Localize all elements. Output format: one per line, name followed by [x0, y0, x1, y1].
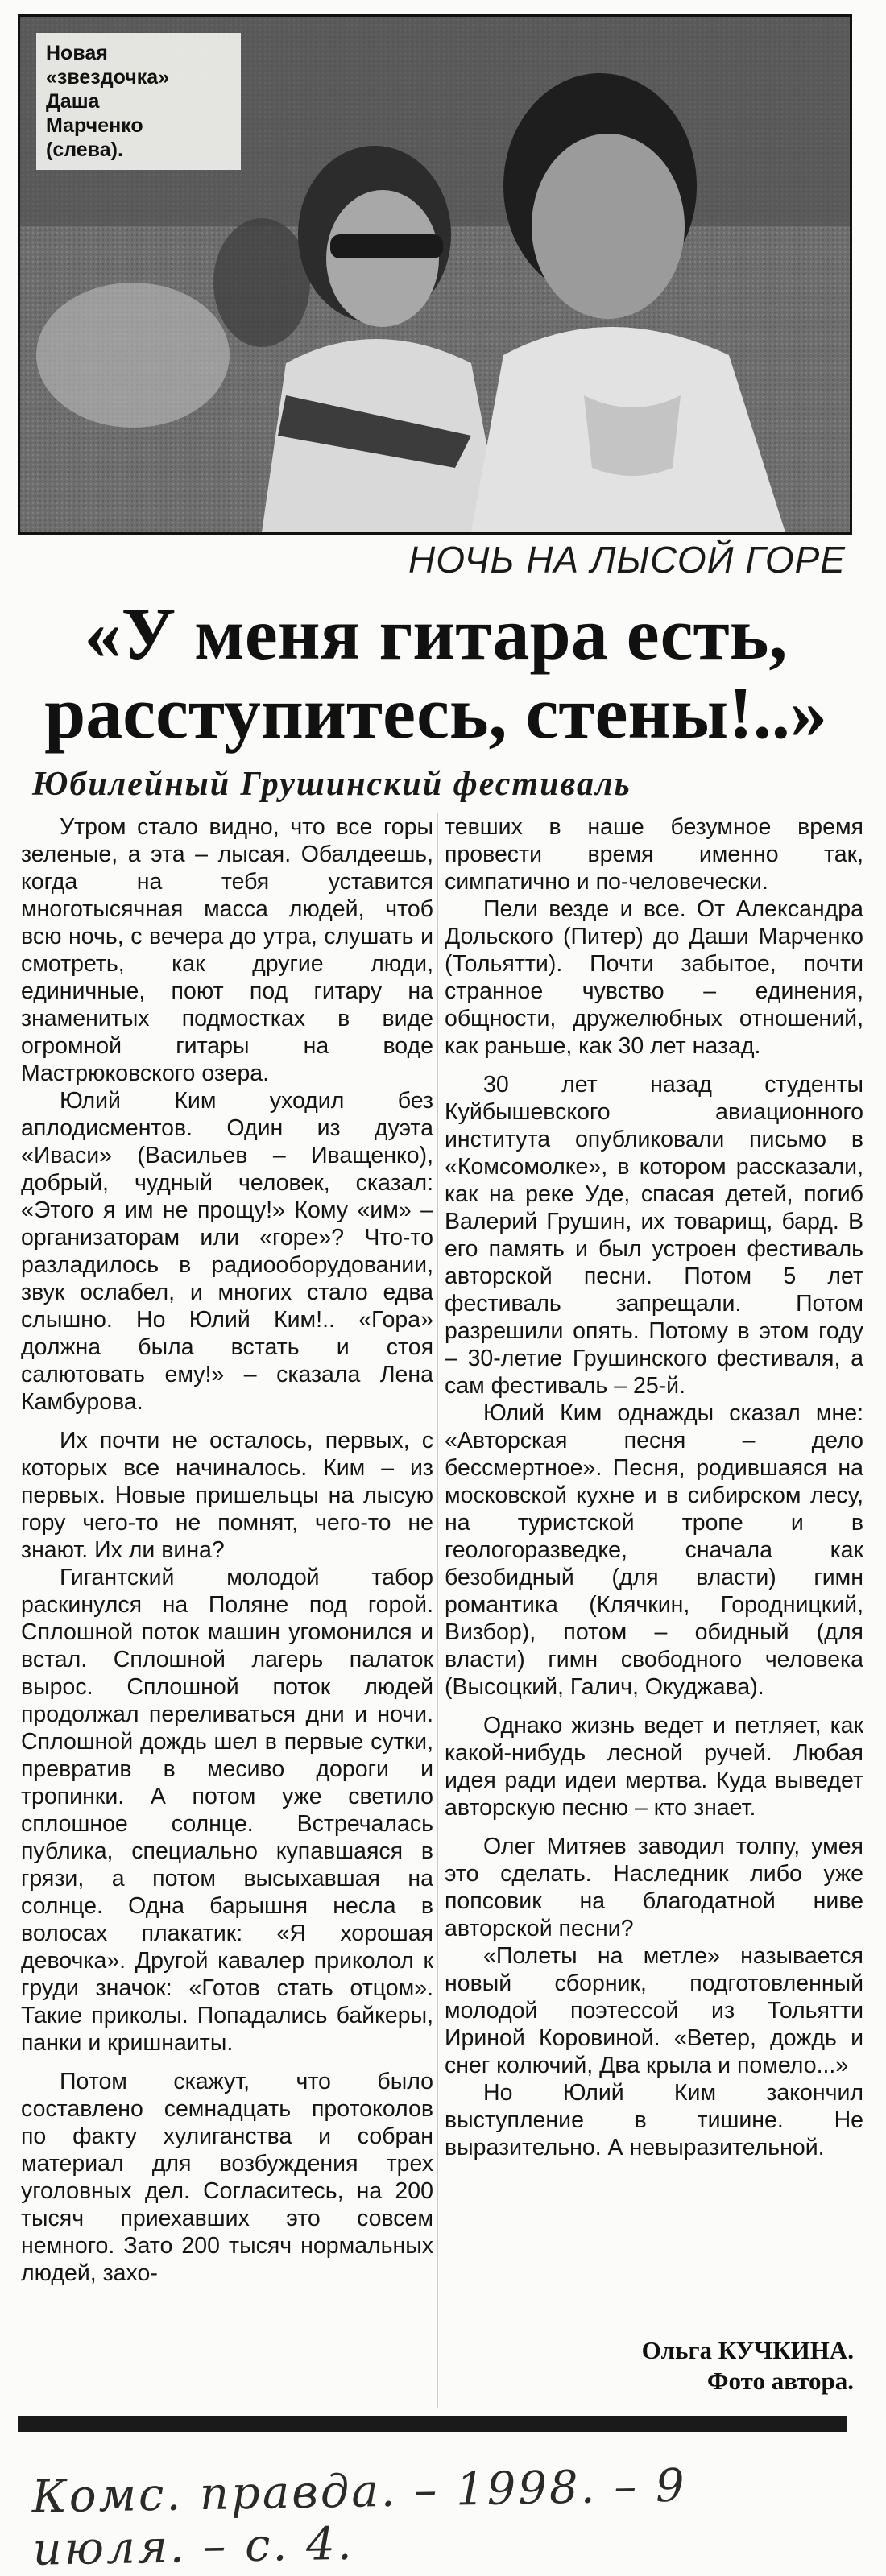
paragraph: Их почти не осталось, первых, с которых все начиналось. Ким – из первых. Новые пришельцы на лысую гору чего-то не помнят, чего-то не знают. Их ли вина?	[21, 1428, 433, 1563]
paragraph: Потом скажут, что было составлено семнадцать протоколов по факту хулиганства и собран материал для возбуждения трех уголовных дел. Согласитесь, на 200 тысяч приехавших это совсем немного. Зато 200 тысяч нормальных людей, захо-	[21, 2069, 433, 2286]
paragraph: Пели везде и все. От Александра Дольского (Питер) до Даши Марченко (Тольятти). Почти забытое, почти странное чувство – единения, общности, дружелюбных отношений, как раньше, как 30 лет назад.	[445, 896, 863, 1059]
paragraph: тевших в наше безумное время провести время именно так, симпатично и по-человечески.	[445, 814, 863, 895]
paragraph: Однако жизнь ведет и петляет, как какой-нибудь лесной ручей. Любая идея ради идеи мертва. Куда выведет авторскую песню – кто знает.	[445, 1713, 863, 1821]
bottom-rule	[18, 2416, 847, 2432]
author-name: Ольга КУЧКИНА.	[641, 2336, 854, 2364]
paragraph: Гигантский молодой табор раскинулся на Поляне под горой. Сплошной поток машин угомонился и встал. Сплошной лагерь палаток вырос. Сплошной поток людей продолжал переливаться дни и ночи. Сплошной дождь шел в первые сутки, превратив в месиво дороги и тропинки. А потом уже светило сплошное солнце. Встречалась публика, специально купавшаяся в грязи, а потом высыхавшая на солнце. Одна барышня несла в волосах плакатик: «Я хорошая девочка». Другой кавалер приколол к груди значок: «Готов стать отцом». Такие приколы. Попадались байкеры, панки и кришнаиты.	[21, 1565, 433, 2056]
headline-line-1: «У меня гитара есть,	[84, 593, 788, 675]
article-byline	[564, 2335, 854, 2396]
photo-caption: Новая «звездочка» Даша Марченко (слева).	[36, 33, 241, 170]
paragraph: Юлий Ким однажды сказал мне: «Авторская песня – дело бессмертное». Песня, родившаяся на московской кухне и в сибирском лесу, на туристской тропе и в геологоразведке, сначала как безобидный (для власти) гимн романтика (Клячкин, Городницкий, Визбор), потом – обидный (для власти) гимн свободного человека (Высоцкий, Галич, Окуджава).	[445, 1400, 863, 1700]
article-photo	[18, 14, 852, 535]
column-divider	[437, 813, 438, 2408]
handwritten-source-note: Комс. правда. – 1998. – 9 июля. – с. 4.	[31, 2459, 688, 2576]
text-column-2	[445, 813, 863, 2161]
article-subhead: Юбилейный Грушинский фестиваль	[32, 766, 631, 803]
text-column-1	[21, 813, 433, 2287]
paragraph: «Полеты на метле» называется новый сборник, подготовленный молодой поэтессой из Тольятти Ириной Коровиной. «Ветер, дождь и снег колючий, Два крыла и помело...»	[445, 1943, 863, 2078]
headline-line-2: расступитесь, стены!..»	[44, 672, 827, 754]
section-rubric: НОЧЬ НА ЛЫСОЙ ГОРЕ	[408, 539, 846, 581]
paragraph: Олег Митяев заводил толпу, умея это сделать. Наследник либо уже попсовик на благодатной ниве авторской песни?	[445, 1834, 863, 1941]
paragraph: Утром стало видно, что все горы зеленые, а эта – лысая. Обалдеешь, когда на тебя уставится многотысячная масса людей, чтоб всю ночь, с вечера до утра, слушать и смотреть, как другие люди, единичные, поют под гитару на знаменитых подмостках в виде огромной гитары на воде Мастрюковского озера.	[21, 814, 433, 1086]
article-headline	[21, 594, 851, 752]
paragraph: 30 лет назад студенты Куйбышевского авиационного института опубликовали письмо в «Комсомолке», в котором рассказали, как на реке Уде, спасая детей, погиб Валерий Грушин, их товарищ, бард. В его память и был устроен фестиваль авторской песни. Потом 5 лет фестиваль запрещали. Потом разрешили опять. Потому в этом году – 30-летие Грушинского фестиваля, а сам фестиваль – 25-й.	[445, 1072, 863, 1399]
paragraph: Но Юлий Ким закончил выступление в тишине. Не выразительно. А невыразительной.	[445, 2080, 863, 2160]
paragraph: Юлий Ким уходил без аплодисментов. Один из дуэта «Иваси» (Васильев – Иващенко), добрый, чудный человек, сказал: «Этого я им не прощу!» Кому «им» – организаторам или «горе»? Что-то разладилось в радиооборудовании, звук ослабел, и многих стало едва слышно. Но Юлий Ким!.. «Гора» должна была встать и стоя салютовать ему!» – сказала Лена Камбурова.	[21, 1088, 433, 1415]
photo-credit: Фото автора.	[706, 2367, 854, 2395]
